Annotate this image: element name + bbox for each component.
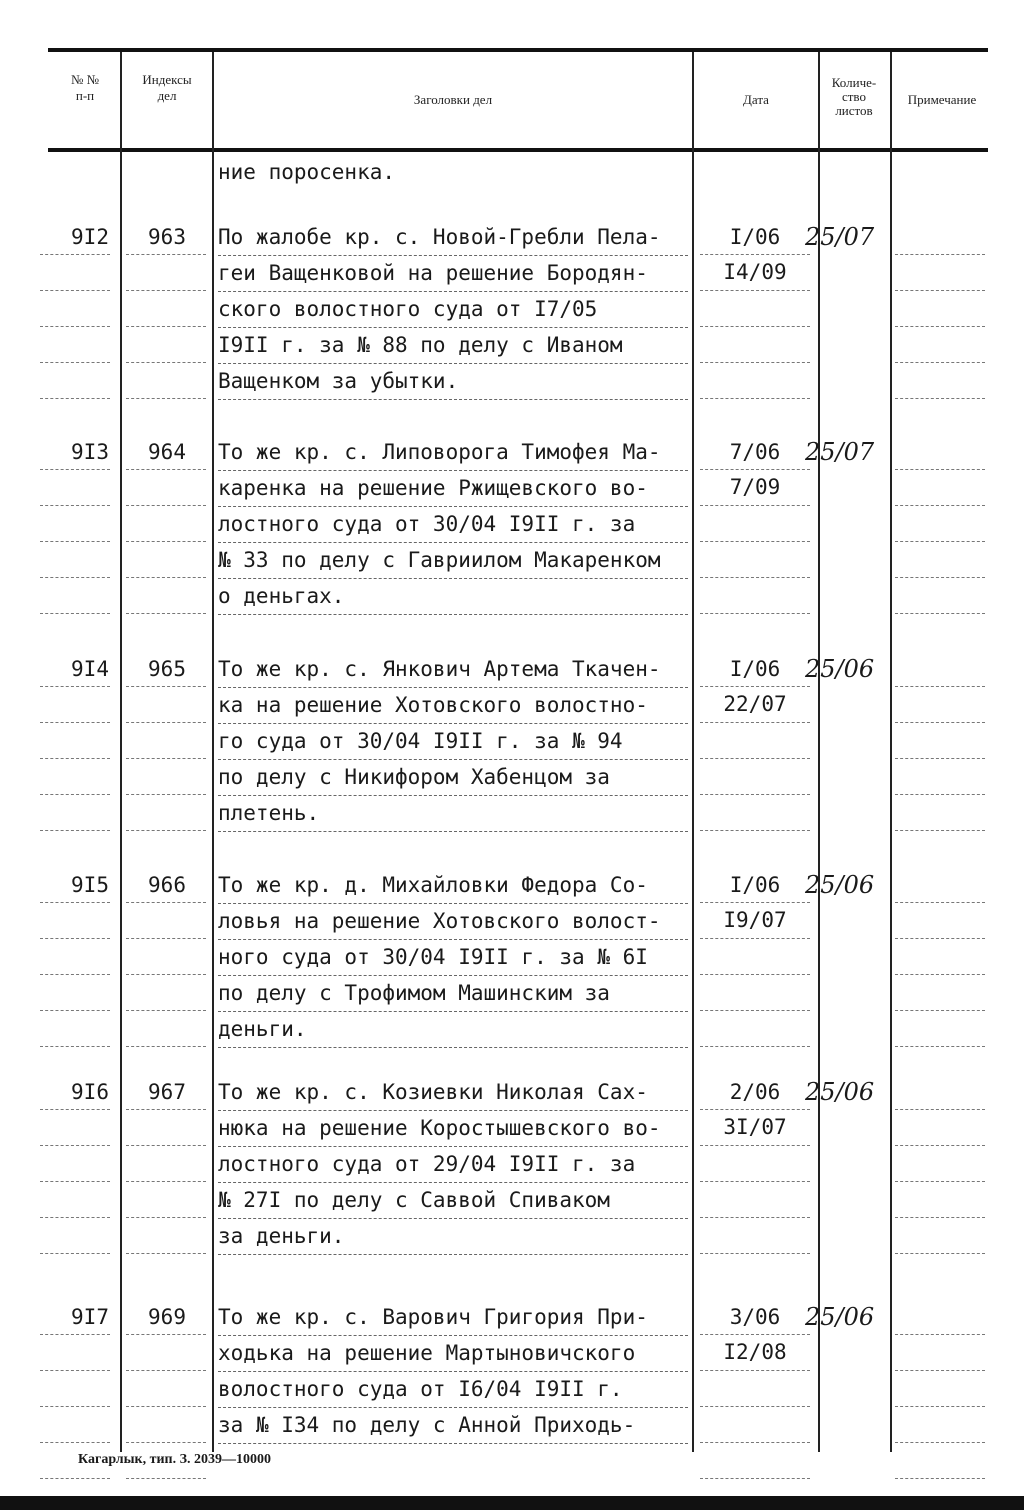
- row-rule: [700, 1046, 810, 1048]
- row-rule: [895, 362, 985, 364]
- row-rule: [700, 902, 810, 904]
- entry-sheet-count: 25/06: [805, 1303, 875, 1331]
- row-rule: [126, 938, 206, 940]
- row-rule: [700, 254, 810, 256]
- row-rule: [126, 974, 206, 976]
- row-rule: [700, 1406, 810, 1408]
- row-rule: [700, 1334, 810, 1336]
- row-rule: [895, 758, 985, 760]
- entry-number: 9I5: [71, 873, 109, 897]
- row-rule: [700, 686, 810, 688]
- row-rule: [895, 1334, 985, 1336]
- col-divider: [692, 52, 694, 1452]
- row-rule: [700, 1442, 810, 1444]
- entry-title-line: волостного суда от I6/04 I9II г.: [218, 1372, 688, 1408]
- row-rule: [126, 1109, 206, 1111]
- entry-date-line: 3I/07: [723, 1115, 787, 1139]
- row-rule: [895, 541, 985, 543]
- entry-index: 969: [148, 1305, 186, 1329]
- entry-number: 9I2: [71, 225, 109, 249]
- col-divider: [212, 52, 214, 1452]
- row-rule: [126, 577, 206, 579]
- header-qty: Количе- ство листов: [831, 75, 877, 118]
- row-rule: [895, 794, 985, 796]
- row-rule: [126, 469, 206, 471]
- entry-index: 965: [148, 657, 186, 681]
- entry-title-line: лостного суда от 30/04 I9II г. за: [218, 507, 688, 543]
- entry-title-line: лостного суда от 29/04 I9II г. за: [218, 1147, 688, 1183]
- row-rule: [700, 1145, 810, 1147]
- row-rule: [40, 1145, 110, 1147]
- entry-title-line: по делу с Никифором Хабенцом за: [218, 760, 688, 796]
- row-rule: [40, 362, 110, 364]
- row-rule: [126, 686, 206, 688]
- row-rule: [40, 830, 110, 832]
- header-title: Заголовки дел: [413, 92, 493, 107]
- entry-date-line: I9/07: [723, 908, 787, 932]
- row-rule: [126, 398, 206, 400]
- entry-date-line: I2/08: [723, 1340, 787, 1364]
- row-rule: [895, 505, 985, 507]
- entry-title-line: за деньги.: [218, 1219, 688, 1255]
- row-rule: [40, 398, 110, 400]
- entry-title-line: ходька на решение Мартыновичского: [218, 1336, 688, 1372]
- row-rule: [40, 1334, 110, 1336]
- row-rule: [40, 1109, 110, 1111]
- row-rule: [700, 722, 810, 724]
- row-rule: [700, 1181, 810, 1183]
- row-rule: [895, 1010, 985, 1012]
- row-rule: [126, 1253, 206, 1255]
- entry-title-line: по делу с Трофимом Машинским за: [218, 976, 688, 1012]
- row-rule: [40, 1046, 110, 1048]
- row-rule: [700, 541, 810, 543]
- row-rule: [40, 902, 110, 904]
- header-note: Примечание: [907, 92, 977, 107]
- row-rule: [126, 794, 206, 796]
- row-rule: [895, 686, 985, 688]
- row-rule: [126, 1478, 206, 1480]
- row-rule: [126, 326, 206, 328]
- entry-number: 9I7: [71, 1305, 109, 1329]
- entry-title: [218, 868, 688, 1048]
- row-rule: [700, 758, 810, 760]
- row-rule: [126, 613, 206, 615]
- entry-index: 964: [148, 440, 186, 464]
- row-rule: [895, 326, 985, 328]
- row-rule: [40, 722, 110, 724]
- row-rule: [126, 541, 206, 543]
- row-rule: [40, 686, 110, 688]
- row-rule: [126, 830, 206, 832]
- header-num: № № п-п: [70, 72, 100, 103]
- row-rule: [895, 902, 985, 904]
- row-rule: [40, 1370, 110, 1372]
- row-rule: [126, 362, 206, 364]
- entry-title-line: По жалобе кр. с. Новой-Гребли Пела-: [218, 220, 688, 256]
- entry-title: [218, 220, 688, 400]
- entry-date-line: I/06: [729, 657, 781, 681]
- row-rule: [895, 1217, 985, 1219]
- row-rule: [40, 938, 110, 940]
- entry-title-line: То же кр. с. Козиевки Николая Сах-: [218, 1075, 688, 1111]
- row-rule: [895, 613, 985, 615]
- row-rule: [895, 290, 985, 292]
- entry-title-line: То же кр. с. Янкович Артема Ткачен-: [218, 652, 688, 688]
- entry-index: 967: [148, 1080, 186, 1104]
- row-rule: [40, 505, 110, 507]
- row-rule: [895, 398, 985, 400]
- row-rule: [126, 1406, 206, 1408]
- row-rule: [126, 505, 206, 507]
- entry-date-line: I/06: [729, 225, 781, 249]
- row-rule: [126, 1334, 206, 1336]
- row-rule: [126, 254, 206, 256]
- row-rule: [126, 722, 206, 724]
- row-rule: [40, 974, 110, 976]
- row-rule: [40, 1181, 110, 1183]
- row-rule: [700, 613, 810, 615]
- row-rule: [40, 1253, 110, 1255]
- row-rule: [700, 398, 810, 400]
- row-rule: [40, 1010, 110, 1012]
- entry-title-line: деньги.: [218, 1012, 688, 1048]
- row-rule: [700, 1010, 810, 1012]
- entry-title-line: № 33 по делу с Гавриилом Макаренком: [218, 543, 688, 579]
- row-rule: [895, 1442, 985, 1444]
- entry-number: 9I3: [71, 440, 109, 464]
- entry-title-line: нюка на решение Коростышевского во-: [218, 1111, 688, 1147]
- entry-sheet-count: 25/06: [805, 871, 875, 899]
- entry-sheet-count: 25/06: [805, 655, 875, 683]
- row-rule: [126, 1217, 206, 1219]
- row-rule: [126, 1145, 206, 1147]
- header-top-rule: [48, 48, 988, 52]
- row-rule: [895, 1145, 985, 1147]
- row-rule: [895, 1406, 985, 1408]
- row-rule: [40, 1478, 110, 1480]
- row-rule: [40, 1217, 110, 1219]
- entry-title-line: ного суда от 30/04 I9II г. за № 6I: [218, 940, 688, 976]
- row-rule: [40, 577, 110, 579]
- row-rule: [895, 254, 985, 256]
- row-rule: [40, 469, 110, 471]
- row-rule: [895, 1046, 985, 1048]
- entry-title-line: за № I34 по делу с Анной Приходь-: [218, 1408, 688, 1444]
- row-rule: [700, 938, 810, 940]
- row-rule: [700, 1370, 810, 1372]
- entry-title-line: ского волостного суда от I7/05: [218, 292, 688, 328]
- row-rule: [40, 541, 110, 543]
- entry-title-line: о деньгах.: [218, 579, 688, 615]
- header-index: Индексы дел: [142, 72, 192, 103]
- row-rule: [700, 1253, 810, 1255]
- entry-title-line: каренка на решение Ржищевского во-: [218, 471, 688, 507]
- row-rule: [40, 758, 110, 760]
- row-rule: [895, 1478, 985, 1480]
- entry-title-line: То же кр. д. Михайловки Федора Со-: [218, 868, 688, 904]
- entry-title-line: геи Ващенковой на решение Бородян-: [218, 256, 688, 292]
- row-rule: [700, 1478, 810, 1480]
- row-rule: [126, 290, 206, 292]
- row-rule: [700, 1217, 810, 1219]
- row-rule: [895, 722, 985, 724]
- entry-title: [218, 1300, 688, 1444]
- row-rule: [895, 830, 985, 832]
- row-rule: [126, 1442, 206, 1444]
- row-rule: [126, 758, 206, 760]
- row-rule: [700, 577, 810, 579]
- row-rule: [126, 1370, 206, 1372]
- row-rule: [40, 290, 110, 292]
- entry-date-line: 22/07: [723, 692, 787, 716]
- entry-title-line: ка на решение Хотовского волостно-: [218, 688, 688, 724]
- row-rule: [700, 362, 810, 364]
- entry-date-line: 7/09: [729, 475, 781, 499]
- entry-date-line: I4/09: [723, 260, 787, 284]
- entry-index: 966: [148, 873, 186, 897]
- row-rule: [895, 1181, 985, 1183]
- entry-index: 963: [148, 225, 186, 249]
- entry-date-line: 2/06: [729, 1080, 781, 1104]
- row-rule: [700, 830, 810, 832]
- entry-title-line: го суда от 30/04 I9II г. за № 94: [218, 724, 688, 760]
- row-rule: [700, 794, 810, 796]
- row-rule: [40, 326, 110, 328]
- entry-sheet-count: 25/07: [805, 223, 875, 251]
- entry-title-line: плетень.: [218, 796, 688, 832]
- bottom-border: [0, 1496, 1024, 1510]
- entry-title: [218, 652, 688, 832]
- row-rule: [700, 1109, 810, 1111]
- row-rule: [895, 577, 985, 579]
- entry-title-line: Ващенком за убытки.: [218, 364, 688, 400]
- row-rule: [895, 1109, 985, 1111]
- row-rule: [700, 974, 810, 976]
- printer-footer: Кагарлык, тип. З. 2039—10000: [78, 1452, 272, 1467]
- col-divider: [120, 52, 122, 1452]
- entry-number: 9I4: [71, 657, 109, 681]
- row-rule: [895, 1370, 985, 1372]
- header-bottom-rule: [48, 148, 988, 152]
- entry-title-line: ловья на решение Хотовского волост-: [218, 904, 688, 940]
- row-rule: [700, 469, 810, 471]
- row-rule: [700, 290, 810, 292]
- entry-date-line: I/06: [729, 873, 781, 897]
- row-rule: [895, 469, 985, 471]
- row-rule: [895, 974, 985, 976]
- entry-date-line: 3/06: [729, 1305, 781, 1329]
- row-rule: [895, 1253, 985, 1255]
- entry-title: [218, 435, 688, 615]
- row-rule: [700, 505, 810, 507]
- row-rule: [40, 1406, 110, 1408]
- continuation-text: ние поросенка.: [218, 160, 396, 184]
- row-rule: [126, 902, 206, 904]
- entry-date-line: 7/06: [729, 440, 781, 464]
- row-rule: [40, 613, 110, 615]
- row-rule: [126, 1010, 206, 1012]
- entry-title-line: № 27I по делу с Саввой Спиваком: [218, 1183, 688, 1219]
- row-rule: [126, 1181, 206, 1183]
- row-rule: [126, 1046, 206, 1048]
- row-rule: [40, 254, 110, 256]
- row-rule: [895, 938, 985, 940]
- entry-title-line: То же кр. с. Варович Григория При-: [218, 1300, 688, 1336]
- col-divider: [818, 52, 820, 1452]
- entry-sheet-count: 25/07: [805, 438, 875, 466]
- row-rule: [40, 1442, 110, 1444]
- col-divider: [890, 52, 892, 1452]
- header-date: Дата: [743, 92, 769, 107]
- entry-title-line: То же кр. с. Липоворога Тимофея Ма-: [218, 435, 688, 471]
- entry-title: [218, 1075, 688, 1255]
- entry-title-line: I9II г. за № 88 по делу с Иваном: [218, 328, 688, 364]
- entry-sheet-count: 25/06: [805, 1078, 875, 1106]
- row-rule: [40, 794, 110, 796]
- entry-number: 9I6: [71, 1080, 109, 1104]
- row-rule: [700, 326, 810, 328]
